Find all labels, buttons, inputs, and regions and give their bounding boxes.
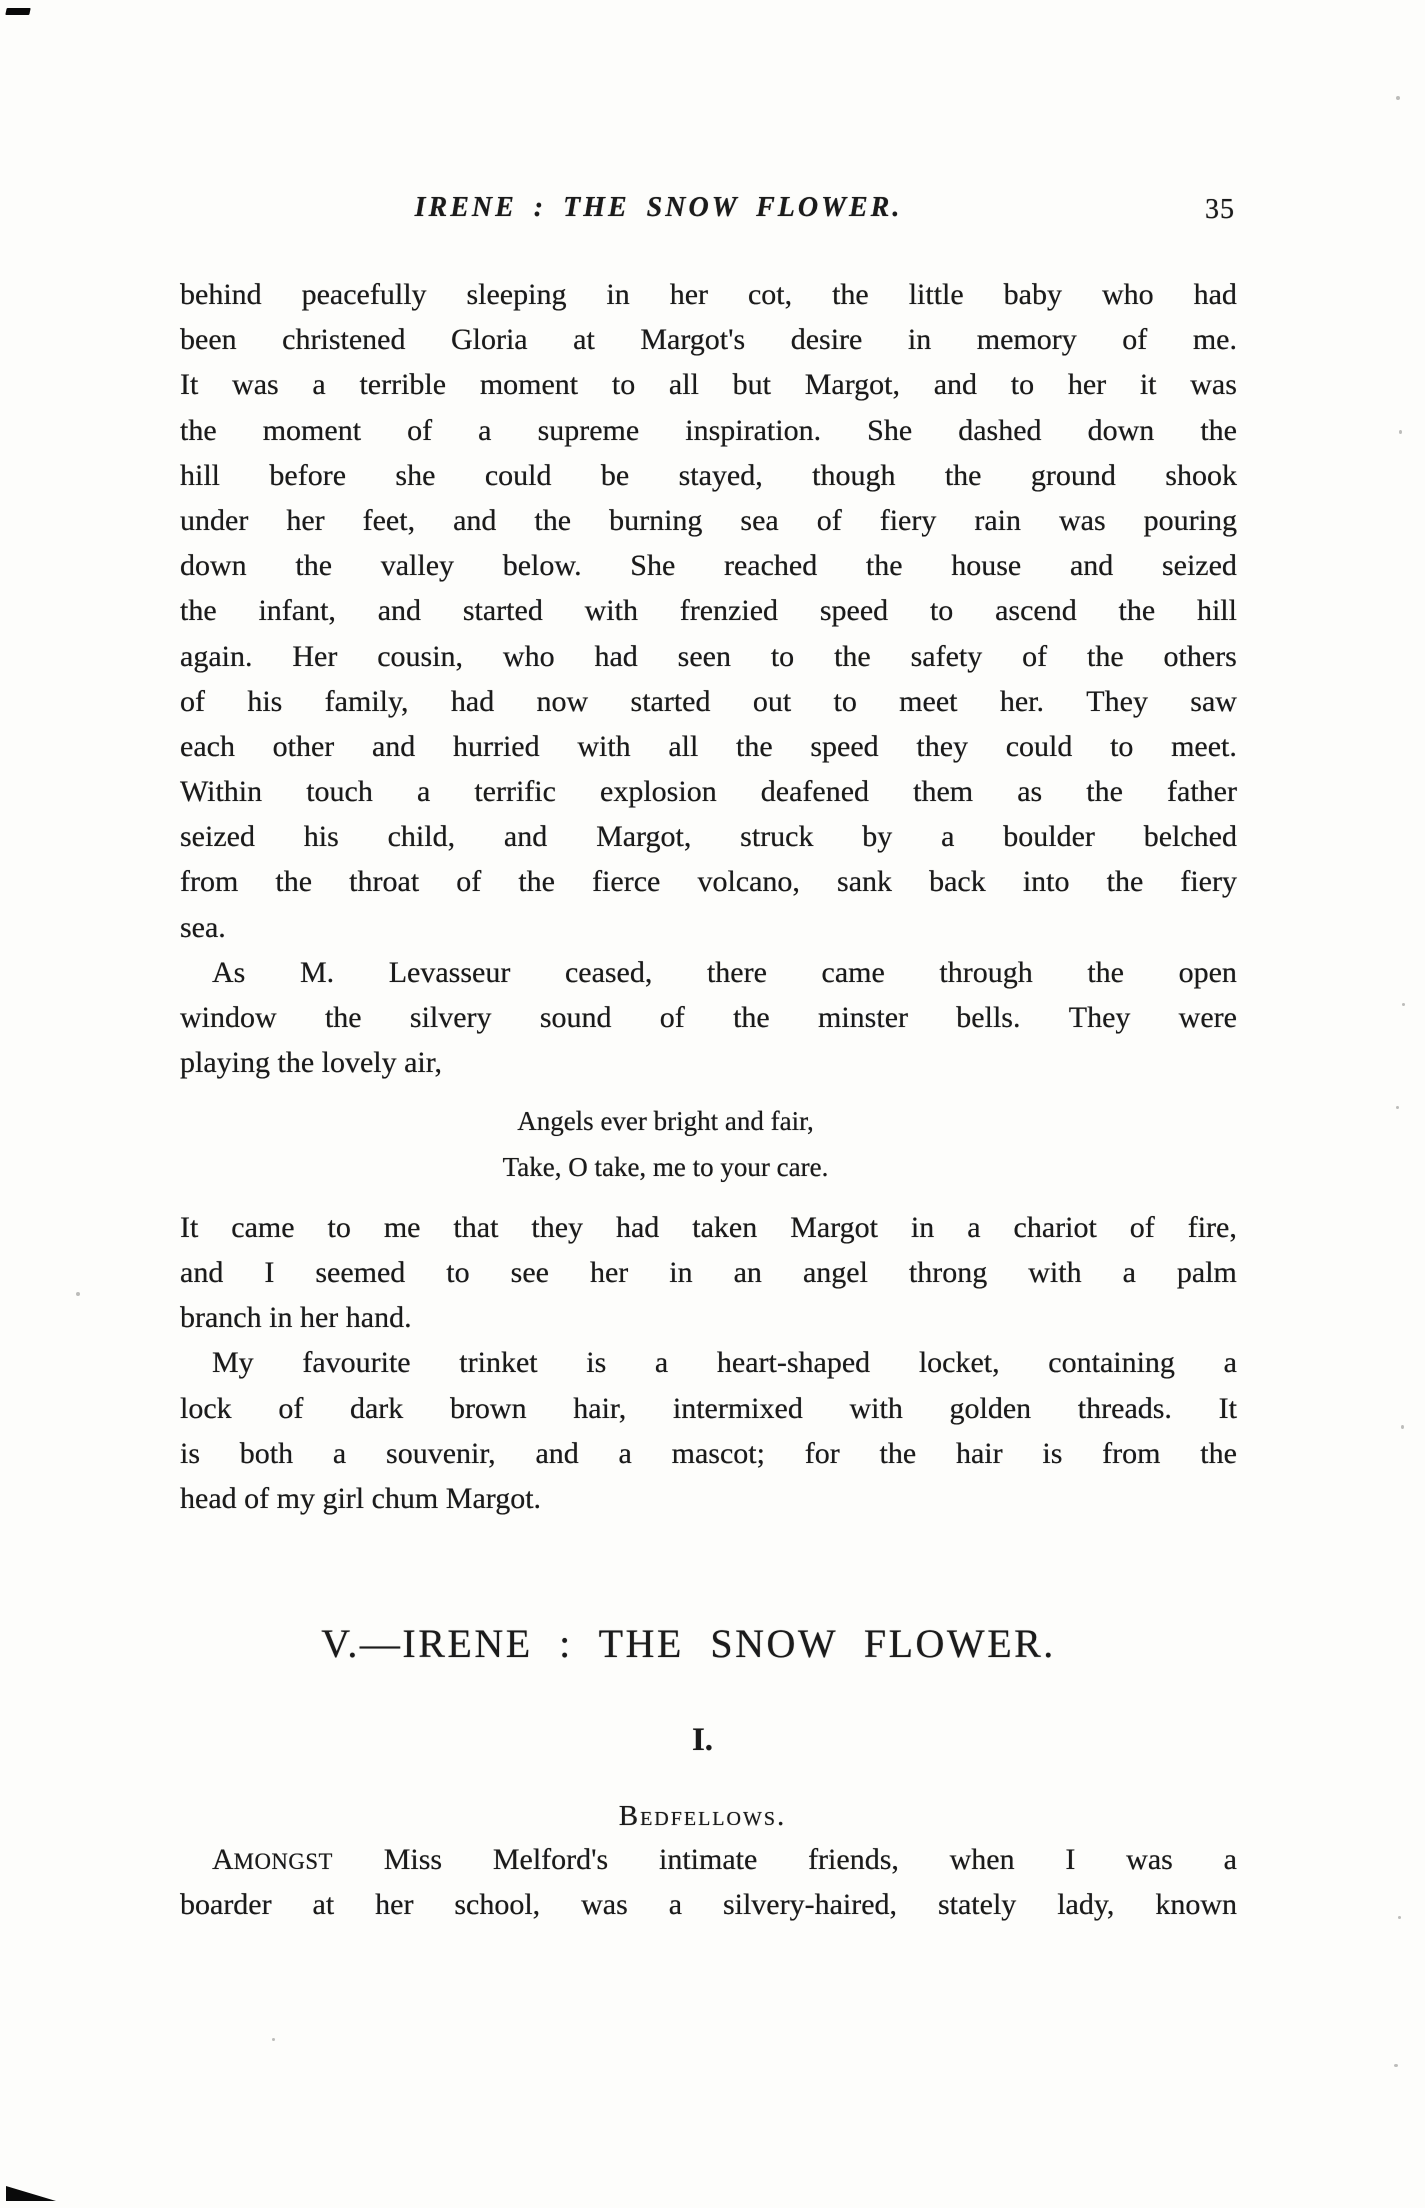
text-line: sea.	[180, 910, 226, 944]
scan-artifact-speck	[1401, 1425, 1404, 1429]
text-line: hill before she could be stayed, though the ground shook	[180, 458, 1237, 492]
text-line: AMONGST Miss Melford's intimate friends, when I was a	[212, 1843, 1237, 1877]
text-line: the infant, and started with frenzied speed to ascend the hill	[180, 594, 1237, 628]
scan-artifact-speck	[1399, 430, 1402, 434]
scan-artifact-speck	[1396, 96, 1400, 100]
running-head-title: IRENE : THE SNOW FLOWER.	[414, 192, 903, 223]
scan-artifact-speck	[272, 2038, 275, 2041]
running-head	[180, 192, 1237, 238]
text-line: each other and hurried with all the speed they could to meet.	[180, 729, 1237, 763]
text-line: boarder at her school, was a silvery-haired, stately lady, known	[180, 1888, 1237, 1922]
paragraph	[180, 1205, 1237, 1341]
text-line: It came to me that they had taken Margot in a chariot of fire,	[180, 1210, 1237, 1244]
text-line: been christened Gloria at Margot's desire in memory of me.	[180, 323, 1237, 357]
paragraph	[180, 272, 1237, 950]
text-line: As M. Levasseur ceased, there came through the open	[212, 955, 1237, 989]
text-line: playing the lovely air,	[180, 1046, 443, 1080]
text-line: head of my girl chum Margot.	[180, 1481, 542, 1515]
verse-line: Angels ever bright and fair,	[517, 1106, 814, 1137]
text-line: seized his child, and Margot, struck by a boulder belched	[180, 820, 1237, 854]
verse-quote	[137, 1099, 1194, 1189]
text-line: and I seemed to see her in an angel throng with a palm	[180, 1255, 1237, 1289]
text-line: My favourite trinket is a heart-shaped locket, containing a	[212, 1346, 1237, 1380]
text-line: behind peacefully sleeping in her cot, the little baby who had	[180, 278, 1237, 311]
paragraph	[180, 1837, 1237, 1927]
text-line: lock of dark brown hair, intermixed with golden threads. It	[180, 1391, 1237, 1425]
text-line: down the valley below. She reached the house and seized	[180, 549, 1237, 583]
verse-line: Take, O take, me to your care.	[502, 1151, 829, 1182]
text-line: again. Her cousin, who had seen to the safety of the others	[180, 639, 1237, 673]
scan-artifact-speck	[76, 1292, 80, 1296]
scan-artifact-wedge	[6, 2186, 56, 2201]
text-line: of his family, had now started out to meet her. They saw	[180, 684, 1237, 718]
text-line: under her feet, and the burning sea of fiery rain was pouring	[180, 503, 1237, 537]
paragraph	[180, 950, 1237, 1086]
scan-artifact-speck	[1396, 1106, 1399, 1109]
page-body	[180, 272, 1237, 1927]
text-line: is both a souvenir, and a mascot; for the hair is from the	[180, 1436, 1237, 1470]
text-line: branch in her hand.	[180, 1301, 412, 1335]
section-title: Bedfellows.	[618, 1800, 787, 1833]
chapter-heading: V.—IRENE : THE SNOW FLOWER.	[321, 1621, 1056, 1667]
scan-artifact-speck	[1402, 1003, 1405, 1006]
text-line: from the throat of the fierce volcano, sank back into the fiery	[180, 865, 1237, 899]
text-line: window the silvery sound of the minster bells. They were	[180, 1001, 1237, 1034]
section-number: I.	[691, 1722, 714, 1759]
text-line: It was a terrible moment to all but Margot, and to her it was	[180, 368, 1237, 402]
text-line: Within touch a terrific explosion deafened them as the father	[180, 775, 1237, 809]
paragraph	[180, 1340, 1237, 1521]
page-number: 35	[1205, 194, 1235, 225]
scan-artifact-speck	[1398, 1916, 1401, 1919]
text-line: the moment of a supreme inspiration. She dashed down the	[180, 413, 1237, 447]
scan-artifact-dash	[5, 8, 30, 15]
scan-artifact-speck	[1394, 2064, 1398, 2067]
